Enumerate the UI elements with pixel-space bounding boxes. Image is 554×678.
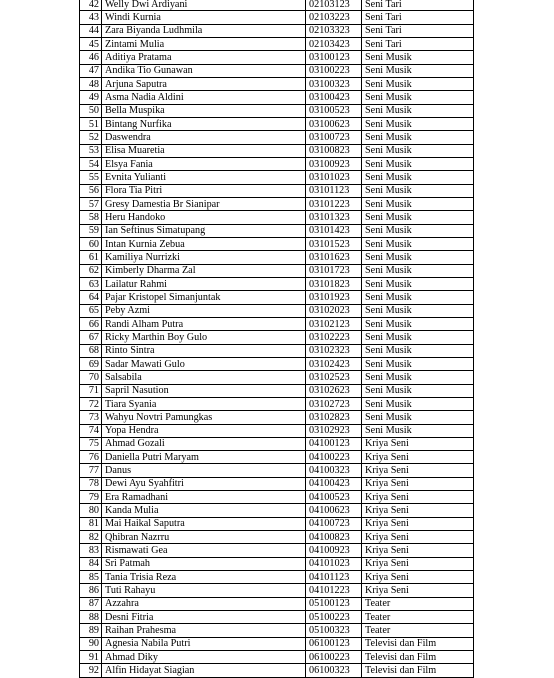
- student-name-cell: Rismawati Gea: [102, 544, 306, 557]
- program-cell: Seni Musik: [362, 411, 474, 424]
- student-id-cell: 03101223: [306, 197, 362, 210]
- table-row: [80, 237, 474, 250]
- student-name-cell: Desni Fitria: [102, 611, 306, 624]
- row-number-cell: 83: [80, 544, 102, 557]
- row-number-cell: 59: [80, 224, 102, 237]
- program-cell: Seni Musik: [362, 384, 474, 397]
- row-number-cell: 58: [80, 211, 102, 224]
- table-row: [80, 291, 474, 304]
- student-id-cell: 03102523: [306, 371, 362, 384]
- student-name-cell: Evnita Yulianti: [102, 171, 306, 184]
- student-table-body: [80, 0, 474, 677]
- student-name-cell: Sadar Mawati Gulo: [102, 357, 306, 370]
- row-number-cell: 92: [80, 664, 102, 677]
- student-name-cell: Pajar Kristopel Simanjuntak: [102, 291, 306, 304]
- table-row: [80, 251, 474, 264]
- row-number-cell: 42: [80, 0, 102, 11]
- student-name-cell: Arjuna Saputra: [102, 77, 306, 90]
- student-name-cell: Kamiliya Nurrizki: [102, 251, 306, 264]
- student-name-cell: Zara Biyanda Ludhmila: [102, 24, 306, 37]
- program-cell: Kriya Seni: [362, 544, 474, 557]
- student-name-cell: Daniella Putri Maryam: [102, 451, 306, 464]
- student-name-cell: Welly Dwi Ardiyani: [102, 0, 306, 11]
- row-number-cell: 79: [80, 491, 102, 504]
- student-id-cell: 06100323: [306, 664, 362, 677]
- student-id-cell: 03101123: [306, 184, 362, 197]
- student-id-cell: 03102023: [306, 304, 362, 317]
- row-number-cell: 74: [80, 424, 102, 437]
- student-id-cell: 02103423: [306, 37, 362, 50]
- student-name-cell: Azzahra: [102, 597, 306, 610]
- student-id-cell: 03102323: [306, 344, 362, 357]
- student-id-cell: 04100123: [306, 437, 362, 450]
- program-cell: Seni Tari: [362, 24, 474, 37]
- row-number-cell: 88: [80, 611, 102, 624]
- student-name-cell: Sri Patmah: [102, 557, 306, 570]
- row-number-cell: 43: [80, 11, 102, 24]
- student-name-cell: Bella Muspika: [102, 104, 306, 117]
- program-cell: Seni Musik: [362, 317, 474, 330]
- program-cell: Kriya Seni: [362, 571, 474, 584]
- student-id-cell: 02103323: [306, 24, 362, 37]
- row-number-cell: 54: [80, 157, 102, 170]
- row-number-cell: 75: [80, 437, 102, 450]
- student-name-cell: Intan Kurnia Zebua: [102, 237, 306, 250]
- student-name-cell: Zintami Mulia: [102, 37, 306, 50]
- row-number-cell: 61: [80, 251, 102, 264]
- program-cell: Seni Musik: [362, 51, 474, 64]
- row-number-cell: 87: [80, 597, 102, 610]
- row-number-cell: 65: [80, 304, 102, 317]
- row-number-cell: 50: [80, 104, 102, 117]
- table-row: [80, 651, 474, 664]
- program-cell: Kriya Seni: [362, 531, 474, 544]
- table-row: [80, 117, 474, 130]
- student-id-cell: 03101423: [306, 224, 362, 237]
- table-row: [80, 384, 474, 397]
- student-name-cell: Era Ramadhani: [102, 491, 306, 504]
- program-cell: Seni Musik: [362, 131, 474, 144]
- student-name-cell: Qhibran Nazrru: [102, 531, 306, 544]
- program-cell: Kriya Seni: [362, 451, 474, 464]
- program-cell: Seni Musik: [362, 251, 474, 264]
- student-id-cell: 03100823: [306, 144, 362, 157]
- student-id-cell: 03101023: [306, 171, 362, 184]
- table-row: [80, 91, 474, 104]
- program-cell: Seni Musik: [362, 277, 474, 290]
- table-row: [80, 51, 474, 64]
- row-number-cell: 44: [80, 24, 102, 37]
- table-row: [80, 451, 474, 464]
- table-row: [80, 277, 474, 290]
- student-id-cell: 05100323: [306, 624, 362, 637]
- row-number-cell: 76: [80, 451, 102, 464]
- student-name-cell: Agnesia Nabila Putri: [102, 637, 306, 650]
- table-row: [80, 24, 474, 37]
- row-number-cell: 45: [80, 37, 102, 50]
- table-row: [80, 491, 474, 504]
- table-row: [80, 411, 474, 424]
- row-number-cell: 51: [80, 117, 102, 130]
- student-id-cell: 03102123: [306, 317, 362, 330]
- table-row: [80, 317, 474, 330]
- row-number-cell: 70: [80, 371, 102, 384]
- student-id-cell: 03102723: [306, 397, 362, 410]
- program-cell: Seni Tari: [362, 0, 474, 11]
- student-id-cell: 04101223: [306, 584, 362, 597]
- student-id-cell: 03101923: [306, 291, 362, 304]
- student-id-cell: 03100223: [306, 64, 362, 77]
- row-number-cell: 63: [80, 277, 102, 290]
- row-number-cell: 81: [80, 517, 102, 530]
- table-row: [80, 517, 474, 530]
- program-cell: Teater: [362, 624, 474, 637]
- row-number-cell: 46: [80, 51, 102, 64]
- row-number-cell: 68: [80, 344, 102, 357]
- student-name-cell: Kimberly Dharma Zal: [102, 264, 306, 277]
- student-id-cell: 04100823: [306, 531, 362, 544]
- student-name-cell: Mai Haikal Saputra: [102, 517, 306, 530]
- student-id-cell: 04100623: [306, 504, 362, 517]
- table-row: [80, 171, 474, 184]
- program-cell: Seni Musik: [362, 357, 474, 370]
- row-number-cell: 53: [80, 144, 102, 157]
- student-id-cell: 04100323: [306, 464, 362, 477]
- table-row: [80, 37, 474, 50]
- student-name-cell: Tiara Syania: [102, 397, 306, 410]
- table-row: [80, 211, 474, 224]
- table-row: [80, 11, 474, 24]
- student-id-cell: 04100523: [306, 491, 362, 504]
- student-id-cell: 04100923: [306, 544, 362, 557]
- row-number-cell: 91: [80, 651, 102, 664]
- program-cell: Seni Musik: [362, 104, 474, 117]
- table-row: [80, 0, 474, 11]
- program-cell: Seni Tari: [362, 11, 474, 24]
- row-number-cell: 48: [80, 77, 102, 90]
- program-cell: Seni Musik: [362, 264, 474, 277]
- program-cell: Televisi dan Film: [362, 651, 474, 664]
- student-name-cell: Daswendra: [102, 131, 306, 144]
- table-row: [80, 344, 474, 357]
- student-name-cell: Lailatur Rahmi: [102, 277, 306, 290]
- student-name-cell: Asma Nadia Aldini: [102, 91, 306, 104]
- table-row: [80, 264, 474, 277]
- program-cell: Seni Musik: [362, 144, 474, 157]
- table-row: [80, 371, 474, 384]
- program-cell: Seni Musik: [362, 371, 474, 384]
- student-id-cell: 03102823: [306, 411, 362, 424]
- table-row: [80, 331, 474, 344]
- student-id-cell: 03101323: [306, 211, 362, 224]
- table-row: [80, 77, 474, 90]
- student-name-cell: Wahyu Novtri Pamungkas: [102, 411, 306, 424]
- program-cell: Televisi dan Film: [362, 664, 474, 677]
- program-cell: Kriya Seni: [362, 464, 474, 477]
- student-name-cell: Gresy Damestia Br Sianipar: [102, 197, 306, 210]
- student-table: [79, 0, 474, 678]
- student-id-cell: 03102423: [306, 357, 362, 370]
- row-number-cell: 77: [80, 464, 102, 477]
- student-id-cell: 04101123: [306, 571, 362, 584]
- program-cell: Kriya Seni: [362, 437, 474, 450]
- table-row: [80, 477, 474, 490]
- row-number-cell: 71: [80, 384, 102, 397]
- row-number-cell: 62: [80, 264, 102, 277]
- program-cell: Seni Musik: [362, 344, 474, 357]
- program-cell: Teater: [362, 597, 474, 610]
- student-name-cell: Elsya Fania: [102, 157, 306, 170]
- table-row: [80, 531, 474, 544]
- row-number-cell: 47: [80, 64, 102, 77]
- student-id-cell: 05100223: [306, 611, 362, 624]
- row-number-cell: 69: [80, 357, 102, 370]
- table-row: [80, 637, 474, 650]
- student-name-cell: Salsabila: [102, 371, 306, 384]
- student-name-cell: Bintang Nurfika: [102, 117, 306, 130]
- program-cell: Kriya Seni: [362, 477, 474, 490]
- student-name-cell: Kanda Mulia: [102, 504, 306, 517]
- student-id-cell: 03100723: [306, 131, 362, 144]
- program-cell: Seni Musik: [362, 237, 474, 250]
- program-cell: Kriya Seni: [362, 491, 474, 504]
- student-name-cell: Dewi Ayu Syahfitri: [102, 477, 306, 490]
- program-cell: Seni Musik: [362, 171, 474, 184]
- row-number-cell: 52: [80, 131, 102, 144]
- table-row: [80, 624, 474, 637]
- student-name-cell: Flora Tia Pitri: [102, 184, 306, 197]
- student-id-cell: 02103223: [306, 11, 362, 24]
- student-name-cell: Peby Azmi: [102, 304, 306, 317]
- student-id-cell: 04100423: [306, 477, 362, 490]
- row-number-cell: 64: [80, 291, 102, 304]
- table-row: [80, 544, 474, 557]
- row-number-cell: 84: [80, 557, 102, 570]
- student-id-cell: 03100623: [306, 117, 362, 130]
- student-id-cell: 04101023: [306, 557, 362, 570]
- row-number-cell: 49: [80, 91, 102, 104]
- row-number-cell: 67: [80, 331, 102, 344]
- row-number-cell: 80: [80, 504, 102, 517]
- program-cell: Kriya Seni: [362, 517, 474, 530]
- program-cell: Seni Musik: [362, 424, 474, 437]
- program-cell: Seni Musik: [362, 224, 474, 237]
- program-cell: Seni Tari: [362, 37, 474, 50]
- student-id-cell: 03101823: [306, 277, 362, 290]
- table-row: [80, 197, 474, 210]
- program-cell: Seni Musik: [362, 64, 474, 77]
- student-name-cell: Rinto Sintra: [102, 344, 306, 357]
- student-id-cell: 03100923: [306, 157, 362, 170]
- student-id-cell: 05100123: [306, 597, 362, 610]
- program-cell: Seni Musik: [362, 157, 474, 170]
- student-name-cell: Alfin Hidayat Siagian: [102, 664, 306, 677]
- student-name-cell: Ian Seftinus Simatupang: [102, 224, 306, 237]
- student-name-cell: Danus: [102, 464, 306, 477]
- program-cell: Seni Musik: [362, 397, 474, 410]
- table-row: [80, 611, 474, 624]
- program-cell: Kriya Seni: [362, 557, 474, 570]
- program-cell: Seni Musik: [362, 304, 474, 317]
- student-name-cell: Yopa Hendra: [102, 424, 306, 437]
- student-id-cell: 04100723: [306, 517, 362, 530]
- row-number-cell: 56: [80, 184, 102, 197]
- table-row: [80, 144, 474, 157]
- program-cell: Seni Musik: [362, 331, 474, 344]
- table-row: [80, 357, 474, 370]
- row-number-cell: 72: [80, 397, 102, 410]
- program-cell: Seni Musik: [362, 197, 474, 210]
- student-name-cell: Heru Handoko: [102, 211, 306, 224]
- student-id-cell: 03100423: [306, 91, 362, 104]
- student-id-cell: 06100123: [306, 637, 362, 650]
- program-cell: Televisi dan Film: [362, 637, 474, 650]
- table-row: [80, 571, 474, 584]
- program-cell: Kriya Seni: [362, 584, 474, 597]
- student-name-cell: Windi Kurnia: [102, 11, 306, 24]
- student-id-cell: 03101623: [306, 251, 362, 264]
- program-cell: Seni Musik: [362, 184, 474, 197]
- program-cell: Seni Musik: [362, 91, 474, 104]
- student-name-cell: Randi Alham Putra: [102, 317, 306, 330]
- student-name-cell: Sapril Nasution: [102, 384, 306, 397]
- table-row: [80, 397, 474, 410]
- table-row: [80, 224, 474, 237]
- row-number-cell: 55: [80, 171, 102, 184]
- table-row: [80, 664, 474, 677]
- student-id-cell: 03102623: [306, 384, 362, 397]
- program-cell: Kriya Seni: [362, 504, 474, 517]
- student-id-cell: 03100323: [306, 77, 362, 90]
- table-row: [80, 131, 474, 144]
- student-name-cell: Tania Trisia Reza: [102, 571, 306, 584]
- table-row: [80, 597, 474, 610]
- student-name-cell: Raihan Prahesma: [102, 624, 306, 637]
- student-name-cell: Ahmad Diky: [102, 651, 306, 664]
- table-row: [80, 557, 474, 570]
- program-cell: Seni Musik: [362, 117, 474, 130]
- row-number-cell: 90: [80, 637, 102, 650]
- student-id-cell: 04100223: [306, 451, 362, 464]
- student-name-cell: Ahmad Gozali: [102, 437, 306, 450]
- table-row: [80, 584, 474, 597]
- table-row: [80, 184, 474, 197]
- student-name-cell: Elisa Muaretia: [102, 144, 306, 157]
- table-row: [80, 64, 474, 77]
- student-name-cell: Andika Tio Gunawan: [102, 64, 306, 77]
- row-number-cell: 86: [80, 584, 102, 597]
- table-row: [80, 424, 474, 437]
- student-id-cell: 03100123: [306, 51, 362, 64]
- student-name-cell: Ricky Marthin Boy Gulo: [102, 331, 306, 344]
- table-row: [80, 104, 474, 117]
- student-id-cell: 02103123: [306, 0, 362, 11]
- student-id-cell: 03101523: [306, 237, 362, 250]
- row-number-cell: 57: [80, 197, 102, 210]
- row-number-cell: 60: [80, 237, 102, 250]
- table-row: [80, 464, 474, 477]
- program-cell: Seni Musik: [362, 77, 474, 90]
- student-name-cell: Aditiya Pratama: [102, 51, 306, 64]
- student-id-cell: 03102223: [306, 331, 362, 344]
- row-number-cell: 73: [80, 411, 102, 424]
- program-cell: Seni Musik: [362, 291, 474, 304]
- table-row: [80, 304, 474, 317]
- table-row: [80, 157, 474, 170]
- table-row: [80, 437, 474, 450]
- student-id-cell: 03102923: [306, 424, 362, 437]
- row-number-cell: 85: [80, 571, 102, 584]
- row-number-cell: 82: [80, 531, 102, 544]
- student-id-cell: 03101723: [306, 264, 362, 277]
- table-row: [80, 504, 474, 517]
- student-name-cell: Tuti Rahayu: [102, 584, 306, 597]
- student-id-cell: 06100223: [306, 651, 362, 664]
- row-number-cell: 66: [80, 317, 102, 330]
- program-cell: Teater: [362, 611, 474, 624]
- program-cell: Seni Musik: [362, 211, 474, 224]
- row-number-cell: 78: [80, 477, 102, 490]
- row-number-cell: 89: [80, 624, 102, 637]
- student-id-cell: 03100523: [306, 104, 362, 117]
